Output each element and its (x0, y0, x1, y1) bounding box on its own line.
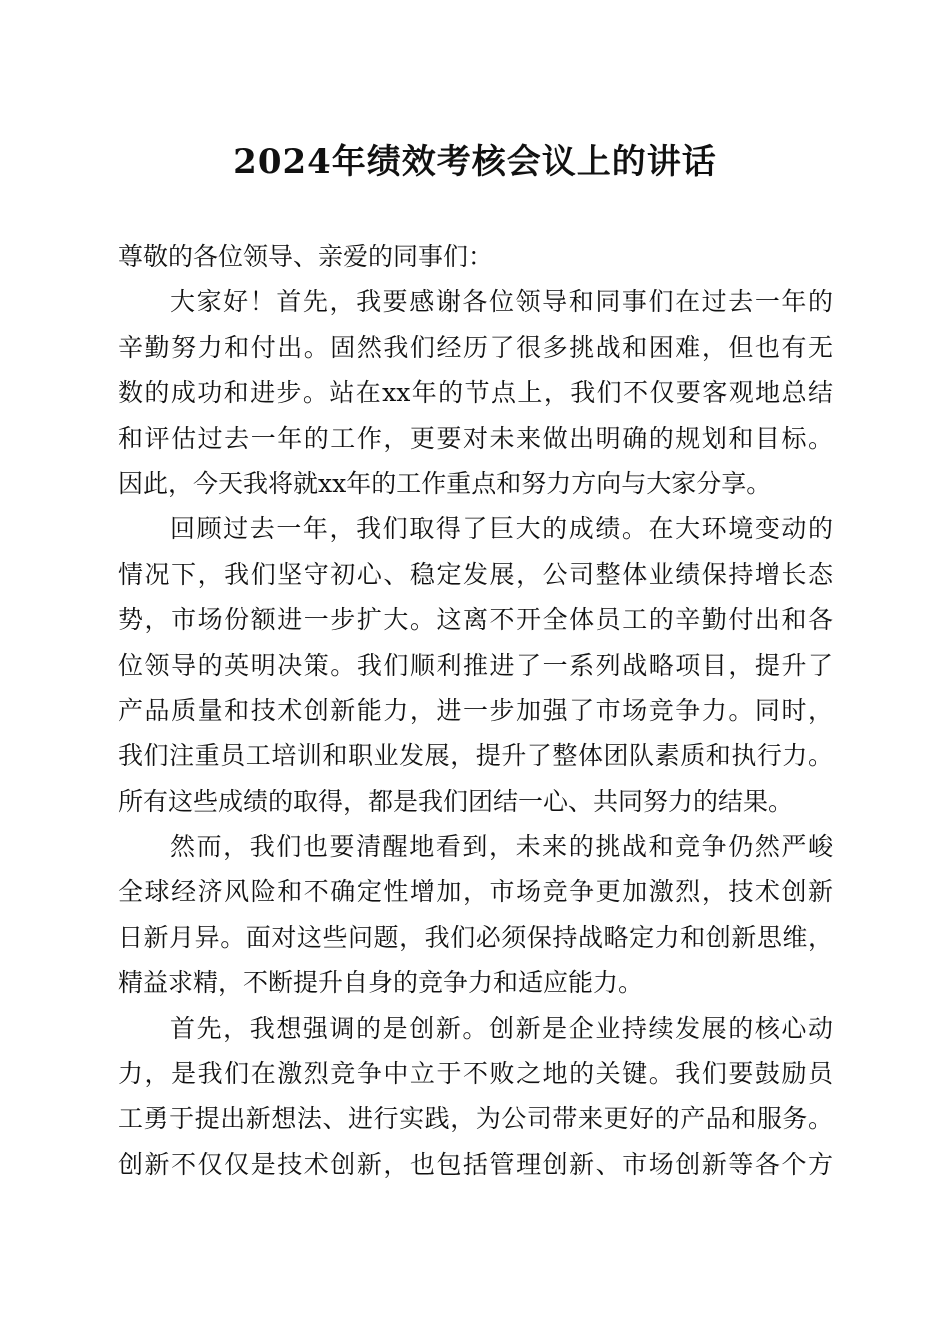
text-line: 首先，我想强调的是创新。创新是企业持续发展的核心动 (170, 1013, 833, 1043)
page-title: 2024年绩效考核会议上的讲话 (233, 142, 717, 182)
text-line: 我们注重员工培训和职业发展，提升了整体团队素质和执行力。 (118, 741, 833, 771)
text-line: 情况下，我们坚守初心、稳定发展，公司整体业绩保持增长态 (118, 559, 833, 589)
text-line: 尊敬的各位领导、亲爱的同事们： (118, 242, 494, 271)
text-line: 辛勤努力和付出。固然我们经历了很多挑战和困难，但也有无 (118, 332, 833, 362)
text-line: 因此，今天我将就xx年的工作重点和努力方向与大家分享。 (118, 468, 772, 498)
text-line: 所有这些成绩的取得，都是我们团结一心、共同努力的结果。 (118, 786, 794, 816)
text-line: 回顾过去一年，我们取得了巨大的成绩。在大环境变动的 (170, 514, 833, 544)
text-line: 然而，我们也要清醒地看到，未来的挑战和竞争仍然严峻 (170, 832, 833, 862)
text-line: 大家好！首先，我要感谢各位领导和同事们在过去一年的 (170, 287, 833, 317)
text-line: 日新月异。面对这些问题，我们必须保持战略定力和创新思维， (118, 922, 833, 952)
text-line: 创新不仅仅是技术创新，也包括管理创新、市场创新等各个方 (118, 1149, 833, 1179)
text-line: 精益求精，不断提升自身的竞争力和适应能力。 (118, 968, 644, 998)
text-line: 工勇于提出新想法、进行实践，为公司带来更好的产品和服务。 (118, 1104, 833, 1134)
text-line: 力，是我们在激烈竞争中立于不败之地的关键。我们要鼓励员 (118, 1059, 833, 1089)
text-line: 和评估过去一年的工作，更要对未来做出明确的规划和目标。 (118, 423, 833, 453)
text-line: 产品质量和技术创新能力，进一步加强了市场竞争力。同时， (118, 695, 833, 725)
text-line: 全球经济风险和不确定性增加，市场竞争更加激烈，技术创新 (118, 877, 833, 907)
text-line: 势，市场份额进一步扩大。这离不开全体员工的辛勤付出和各 (118, 605, 833, 635)
text-line: 位领导的英明决策。我们顺利推进了一系列战略项目，提升了 (118, 650, 833, 680)
document-body (118, 234, 833, 1187)
text-line: 数的成功和进步。站在xx年的节点上，我们不仅要客观地总结 (118, 378, 833, 408)
